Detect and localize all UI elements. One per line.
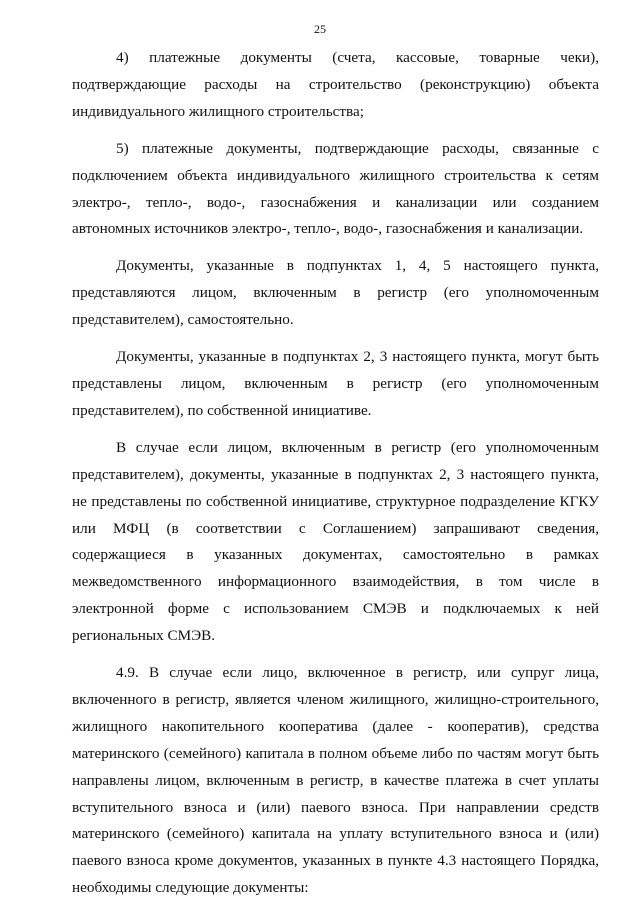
paragraph-documents-own-initiative: Документы, указанные в подпунктах 2, 3 настоящего пункта, могут быть представлены лицом, включенным в регистр (его уполномоченным представителем), по собственной инициативе. [72,348,599,419]
paragraph-section-4-9: 4.9. В случае если лицо, включенное в регистр, или супруг лица, включенного в регистр, является членом жилищного, жилищно-строительного, жилищного накопительного кооператива (далее - кооператив), средства материнского (семейного) капитала в полном объеме либо по частям могут быть направлены лицом, включенным в регистр, в качестве платежа в счет уплаты вступительного взноса и (или) паевого взноса. При направлении средств материнского (семейного) капитала на уплату вступительного взноса и (или) паевого взноса кроме документов, указанных в пункте 4.3 настоящего Порядка, необходимы следующие документы: [72,664,599,897]
paragraph-documents-submitted-independently: Документы, указанные в подпунктах 1, 4, 5 настоящего пункта, представляются лицом, включенным в регистр (его уполномоченным представителем), самостоятельно. [72,257,599,329]
page-number: 25 [314,22,326,36]
document-body [72,45,599,912]
paragraph-item-4-payment-documents: 4) платежные документы (счета, кассовые, товарные чеки), подтверждающие расходы на строительство (реконструкцию) объекта индивидуального жилищного строительства; [72,49,599,120]
paragraph-interdepartmental-request: В случае если лицом, включенным в регистр (его уполномоченным представителем), документы, указанные в подпунктах 2, 3 настоящего пункта, не представлены по собственной инициативе, структурное подразделение КГКУ или МФЦ (в соответствии с Соглашением) запрашивают сведения, содержащиеся в указанных документах, самостоятельно в рамках межведомственного информационного взаимодействия, в том числе в электронной форме с использованием СМЭВ и подключаемых к ней региональных СМЭВ. [72,438,599,645]
paragraph-item-5-connection-documents: 5) платежные документы, подтверждающие расходы, связанные с подключением объекта индивидуального жилищного строительства к сетям электро-, тепло-, водо-, газоснабжения и канализации или созданием автономных источников электро-, тепло-, водо-, газоснабжения и канализации. [72,139,599,238]
